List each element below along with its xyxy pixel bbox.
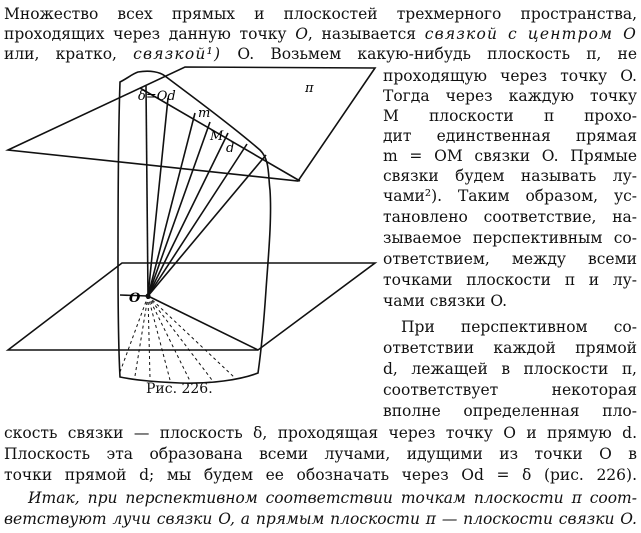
text-line: ответствии каждой прямой [383, 339, 637, 357]
text-line: Итак, при перспективном соответствии точкам плоскости π соот- [28, 489, 637, 507]
text-line: точками плоскости π и лу- [383, 271, 637, 289]
text-line: M плоскости π прохо- [383, 107, 637, 125]
text-line: скость связки — плоскость δ, проходящая через точку O и прямую d. [4, 424, 637, 442]
label-O: O [129, 291, 141, 306]
text-line: чами связки O. [383, 292, 508, 310]
label-M: M [210, 129, 224, 144]
text-line: При перспективном со- [401, 318, 637, 336]
text-line: дит единственная прямая [383, 127, 637, 145]
text-line: Множество всех прямых и плоскостей трехмерного пространства, [4, 5, 637, 23]
text-line: проходящую через точку O. [383, 67, 637, 85]
text-line: чами²). Таким образом, ус- [383, 187, 637, 205]
label-d: d [226, 141, 235, 156]
text-line: связки будем называть лу- [383, 167, 637, 185]
text-line: ветствуют лучи связки O, а прямым плоскости π — плоскости связки O. [4, 510, 637, 528]
text-line: Плоскость эта образована всеми лучами, идущими из точки O в [4, 445, 637, 463]
text-line: соответствует некоторая [383, 381, 637, 399]
text-line: точки прямой d; мы будем ее обозначать через Od = δ (рис. 226). [4, 466, 637, 484]
label-delta: δ=Od [138, 89, 176, 104]
text-line: или, кратко, связкой¹) O. Возьмем какую-нибудь плоскость π, не [4, 45, 637, 63]
text-line: m = OM связки O. Прямые [383, 147, 637, 165]
text-line: d, лежащей в плоскости π, [383, 360, 637, 378]
text-line: тановлено соответствие, на- [383, 208, 637, 226]
point-O [146, 294, 151, 299]
text-line: Тогда через каждую точку [383, 87, 637, 105]
label-m: m [198, 106, 211, 121]
text-line: ответствием, между всеми [383, 250, 637, 268]
figure-caption: Рис. 226. [146, 381, 213, 397]
label-pi: π [305, 81, 314, 96]
text-line: зываемое перспективным со- [383, 229, 637, 247]
text-line: проходящих через данную точку O, называется связкой с центром O [4, 25, 637, 43]
text-line: вполне определенная пло- [383, 402, 637, 420]
plane-bottom [8, 263, 375, 350]
